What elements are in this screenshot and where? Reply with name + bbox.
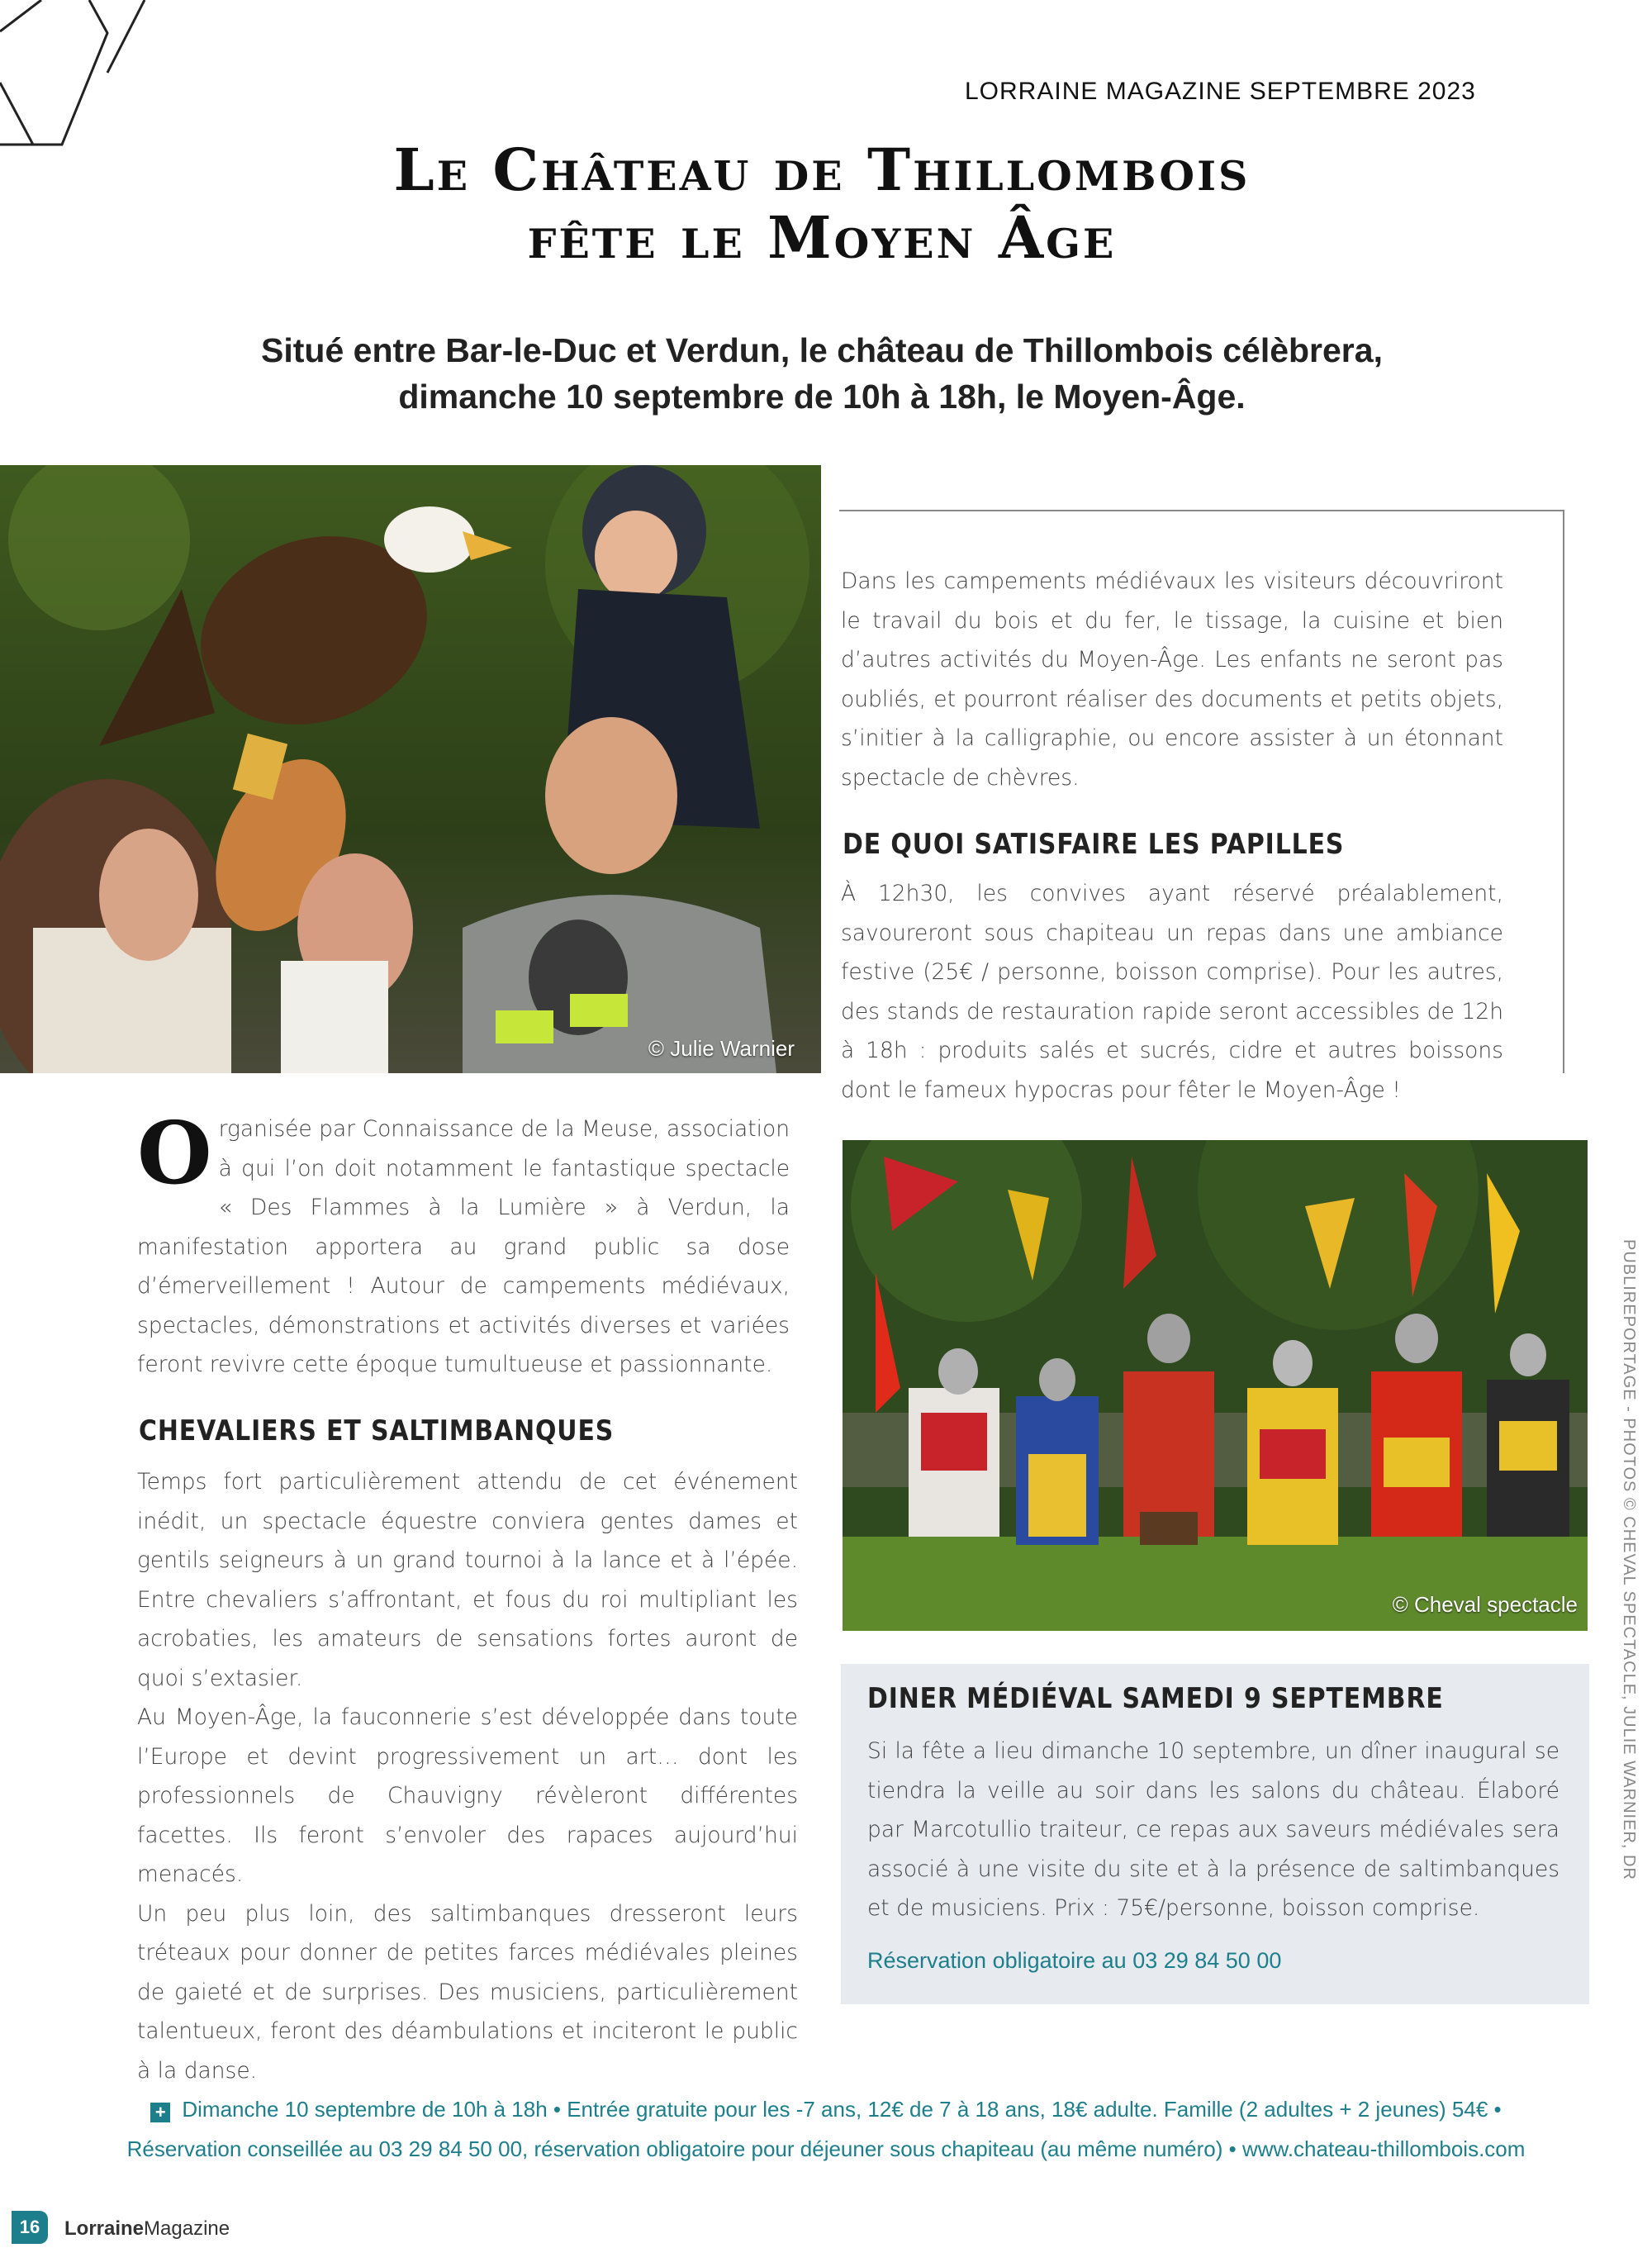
magazine-brand [64,2217,230,2241]
magazine-issue-label: LORRAINE MAGAZINE SEPTEMBRE 2023 [965,78,1476,105]
knights-photo [843,1140,1588,1631]
intro-text: rganisée par Connaissance de la Meuse, association à qui l’on doit notamment le fantastique spectacle « Des Flammes à la Lumière » à Verdun, la manifestation apportera au grand public sa dose d’émerveillement ! Autour de campements médiévaux, spectacles, démonstrations et activités diverses et variées feront revivre cette époque tumultueuse et passionnante. [137,1116,790,1377]
diner-medieval-box [841,1664,1589,2004]
subtitle-line-1: Situé entre Bar-le-Duc et Verdun, le château de Thillombois célèbrera, [261,331,1383,369]
subtitle [149,327,1495,420]
chevaliers-paragraph-1: Temps fort particulièrement attendu de cet événement inédit, un spectacle équestre conviera gentes dames et gentils seigneurs à un grand tournoi à la lance et à l’épée. Entre chevaliers s’affrontant, et fous du roi multipliant les acrobaties, les amateurs de sensations fortes auront de quoi s’extasier. [137,1469,798,1691]
practical-info-line-2: Réservation conseillée au 03 29 84 50 00, réservation obligatoire pour déjeuner sous chapiteau (au même numéro) • www.chateau-thillombois.com [126,2136,1526,2161]
drop-cap: O [137,1102,212,1204]
eagle-photo-credit: © Julie Warnier [648,1036,795,1061]
chevaliers-paragraph-2: Au Moyen-Âge, la fauconnerie s’est développée dans toute l’Europe et devint progressivement un art… dont les professionnels de Chauvigny révèleront différentes facettes. Ils feront s’envoler des rapaces aujourd’hui menacés. [137,1704,798,1887]
chevaliers-heading: CHEVALIERS ET SALTIMBANQUES [139,1414,615,1447]
papilles-heading: DE QUOI SATISFAIRE LES PAPILLES [843,828,1345,861]
brand-bold: Lorraine [64,2217,145,2240]
chevaliers-body [137,1462,798,2090]
title-line-1: Le Château de Thillombois [393,135,1251,204]
papilles-paragraph: À 12h30, les convives ayant réservé préalablement, savoureront sous chapiteau un repas dans une ambiance festive (25€ / personne, boisson comprise). Pour les autres, des stands de restauration rapide seront accessibles de 12h à 18h : produits salés et sucrés, cidre et autres boissons dont le fameux hypocras pour fêter le Moyen-Âge ! [841,881,1503,1103]
eagle-photo [0,465,821,1073]
chevaliers-paragraph-3: Un peu plus loin, des saltimbanques dresseront leurs tréteaux pour donner de petites farces médiévales pleines de gaieté et de surprises. Des musiciens, particulièrement talentueux, feront des déambulations et inciteront le public à la danse. [137,1900,798,2084]
subtitle-line-2: dimanche 10 septembre de 10h à 18h, le Moyen-Âge. [398,378,1246,416]
practical-info-line-1 [0,2097,1652,2122]
practical-info-text-1: Dimanche 10 septembre de 10h à 18h • Entrée gratuite pour les -7 ans, 12€ de 7 à 18 ans, 18€ adulte. Famille (2 adultes + 2 jeunes) 54€ • [182,2097,1502,2122]
brand-light: Magazine [144,2217,230,2240]
side-photo-credit: PUBLIREPORTAGE - PHOTOS © CHEVAL SPECTACLE, JULIE WARNIER, DR [1620,1239,1638,1880]
diner-reservation: Réservation obligatoire au 03 29 84 50 00 [867,1948,1282,1973]
diner-heading: DINER MÉDIÉVAL SAMEDI 9 SEPTEMBRE [867,1682,1444,1715]
knights-photo-credit: © Cheval spectacle [1392,1592,1578,1617]
campements-paragraph: Dans les campements médiévaux les visiteurs découvriront le travail du bois et du fer, le tissage, la cuisine et bien d’autres activités du Moyen-Âge. Les enfants ne seront pas oubliés, et pourront réaliser des documents et petits objets, s’initier à la calligraphie, ou encore assister à un étonnant spectacle de chèvres. [841,568,1503,791]
page-title [165,136,1479,272]
intro-paragraph [137,1102,790,1385]
plus-icon: + [150,2103,170,2122]
title-line-2: fête le Moyen Âge [527,203,1117,272]
hexagon-decoration [0,0,198,149]
diner-paragraph: Si la fête a lieu dimanche 10 septembre, un dîner inaugural se tiendra la veille au soir dans les salons du château. Élaboré par Marcotullio traiteur, ce repas aux saveurs médiévales sera associé à une visite du site et à la présence de saltimbanques et de musiciens. Prix : 75€/personne, boisson comprise. [867,1738,1559,1921]
page-number: 16 [12,2211,48,2244]
